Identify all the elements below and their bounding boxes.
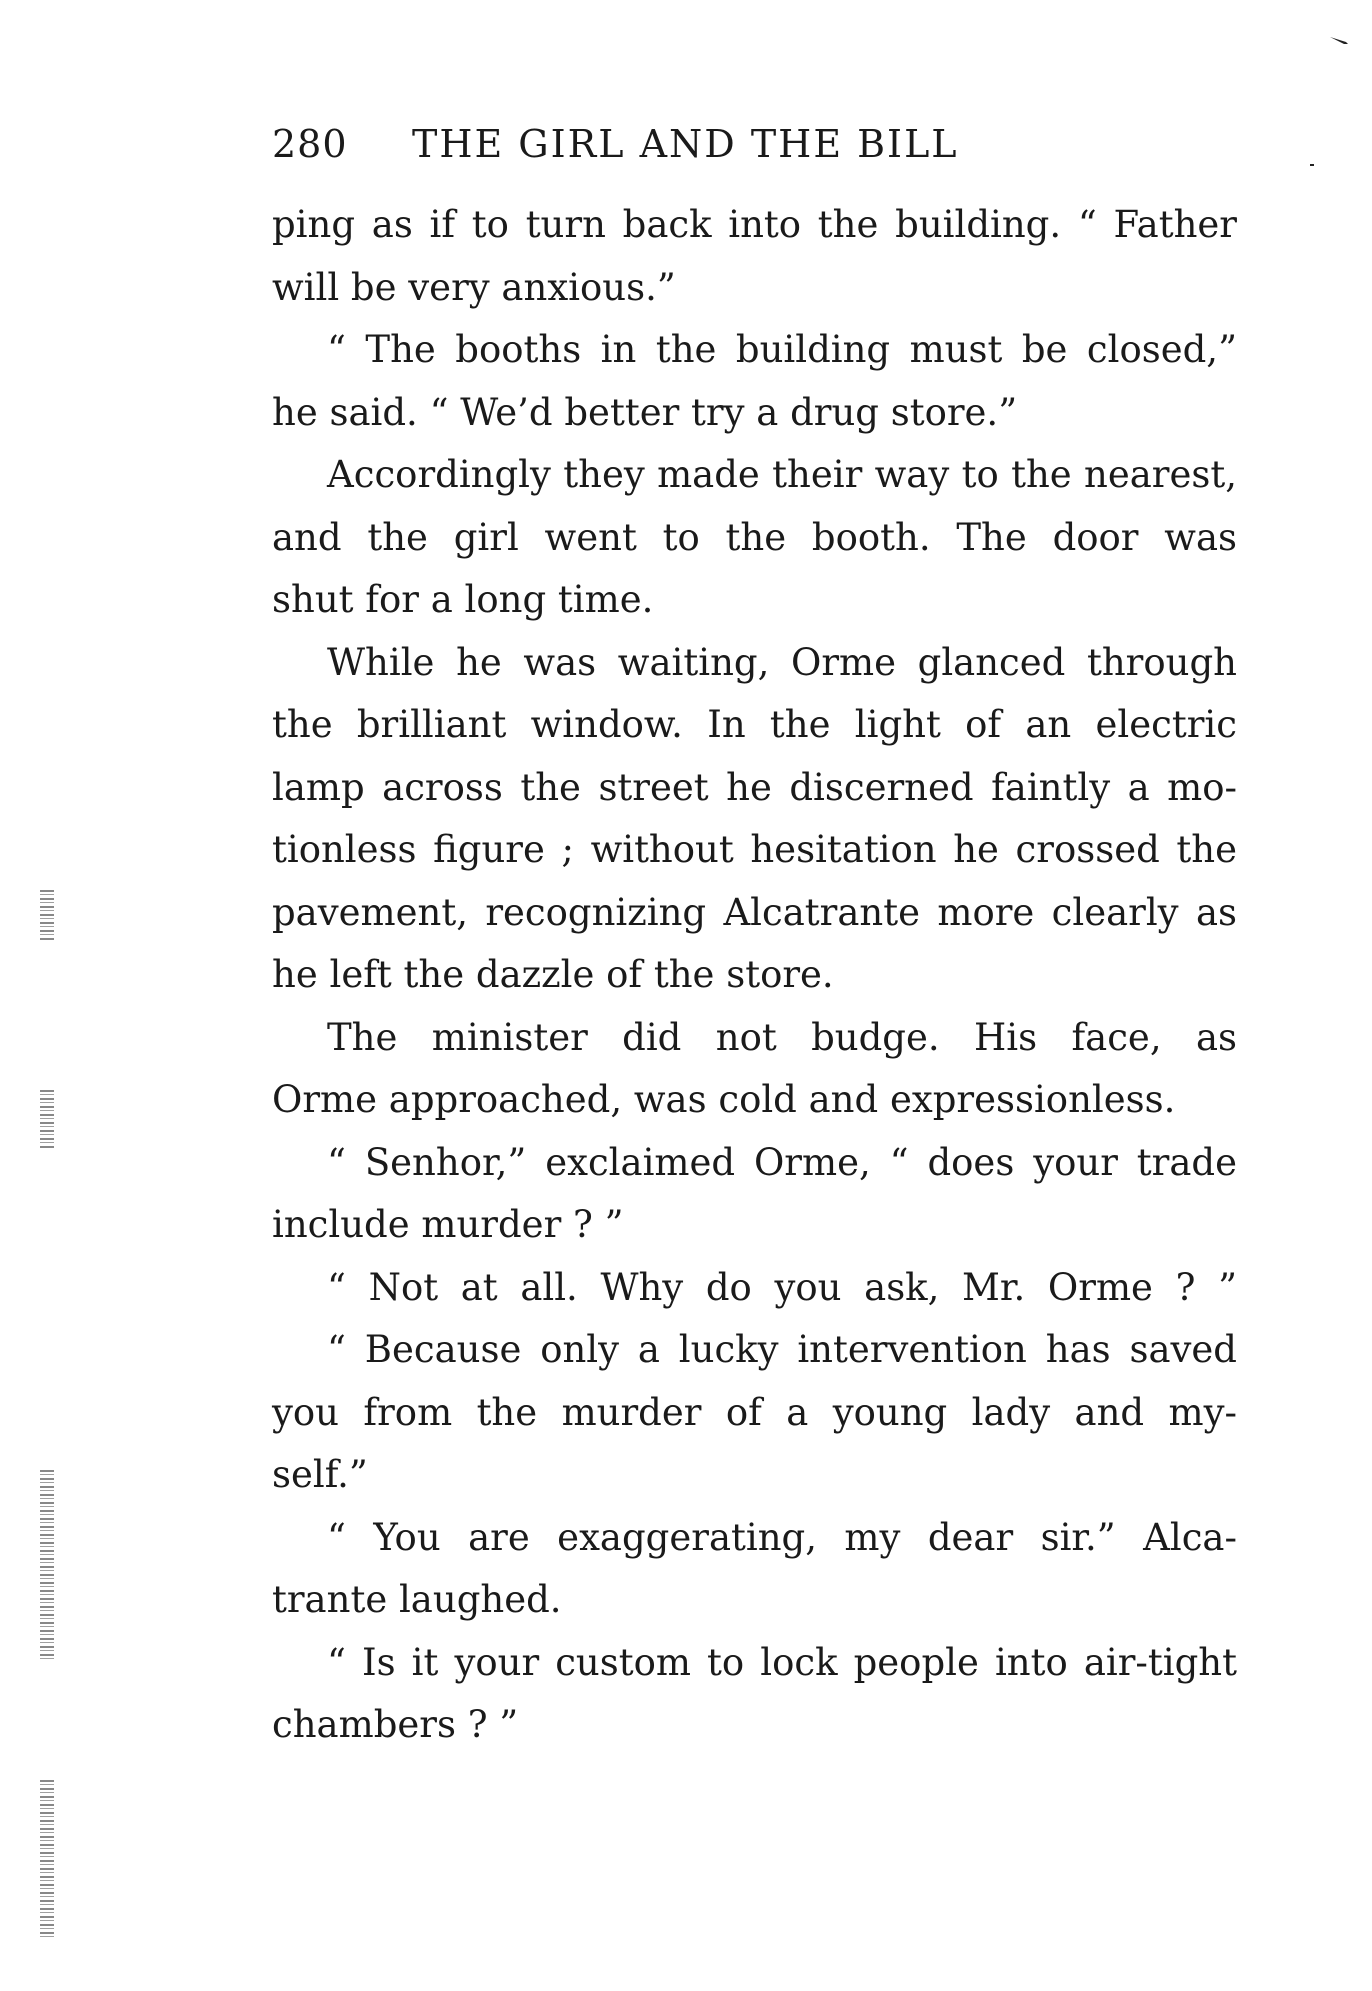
text-line: While he was waiting, Orme glanced through	[327, 640, 1237, 684]
text-line: shut for a long time.	[272, 578, 654, 621]
text-line: lamp across the street he discerned faintly a mo-	[272, 765, 1237, 809]
scan-edge-mark	[40, 1090, 54, 1150]
text-line: tionless figure ; without hesitation he crossed the	[272, 828, 1237, 871]
text-line: trante laughed.	[272, 1578, 562, 1621]
body-text	[272, 194, 1237, 1757]
text-line: The minister did not budge. His face, as	[327, 1015, 1237, 1059]
text-line: Accordingly they made their way to the nearest,	[327, 453, 1237, 496]
text-line: “ You are exaggerating, my dear sir.” Alca-	[327, 1515, 1237, 1559]
text-line: “ The booths in the building must be closed,”	[327, 328, 1237, 371]
text-line: self.”	[272, 1453, 368, 1496]
scan-corner-mark	[1330, 36, 1348, 44]
text-line: you from the murder of a young lady and my-	[272, 1390, 1237, 1434]
page-number: 280	[272, 122, 348, 166]
text-line: “ Senhor,” exclaimed Orme, “ does your trade	[327, 1140, 1237, 1184]
scan-edge-mark	[40, 1780, 54, 1940]
scan-edge-mark	[40, 890, 54, 940]
text-line: will be very anxious.”	[272, 265, 676, 309]
text-line: the brilliant window. In the light of an electric	[272, 703, 1237, 746]
text-line: he said. “ We’d better try a drug store.”	[272, 390, 1018, 434]
text-line: ping as if to turn back into the building. “ Father	[272, 203, 1237, 246]
text-line: Orme approached, was cold and expressionless.	[272, 1078, 1176, 1121]
scan-edge-mark	[40, 1470, 54, 1660]
text-line: “ Not at all. Why do you ask, Mr. Orme ? ”	[327, 1265, 1237, 1309]
scan-speck	[1310, 164, 1314, 166]
text-line: he left the dazzle of the store.	[272, 953, 834, 996]
text-line: chambers ? ”	[272, 1703, 519, 1746]
text-line: “ Because only a lucky intervention has saved	[327, 1328, 1237, 1371]
text-line: pavement, recognizing Alcatrante more clearly as	[272, 890, 1237, 934]
text-line: “ Is it your custom to lock people into air-tight	[327, 1640, 1237, 1684]
text-line: and the girl went to the booth. The door was	[272, 515, 1237, 559]
page-header	[272, 122, 1102, 178]
text-line: include murder ? ”	[272, 1203, 624, 1246]
running-title: THE GIRL AND THE BILL	[412, 122, 959, 166]
